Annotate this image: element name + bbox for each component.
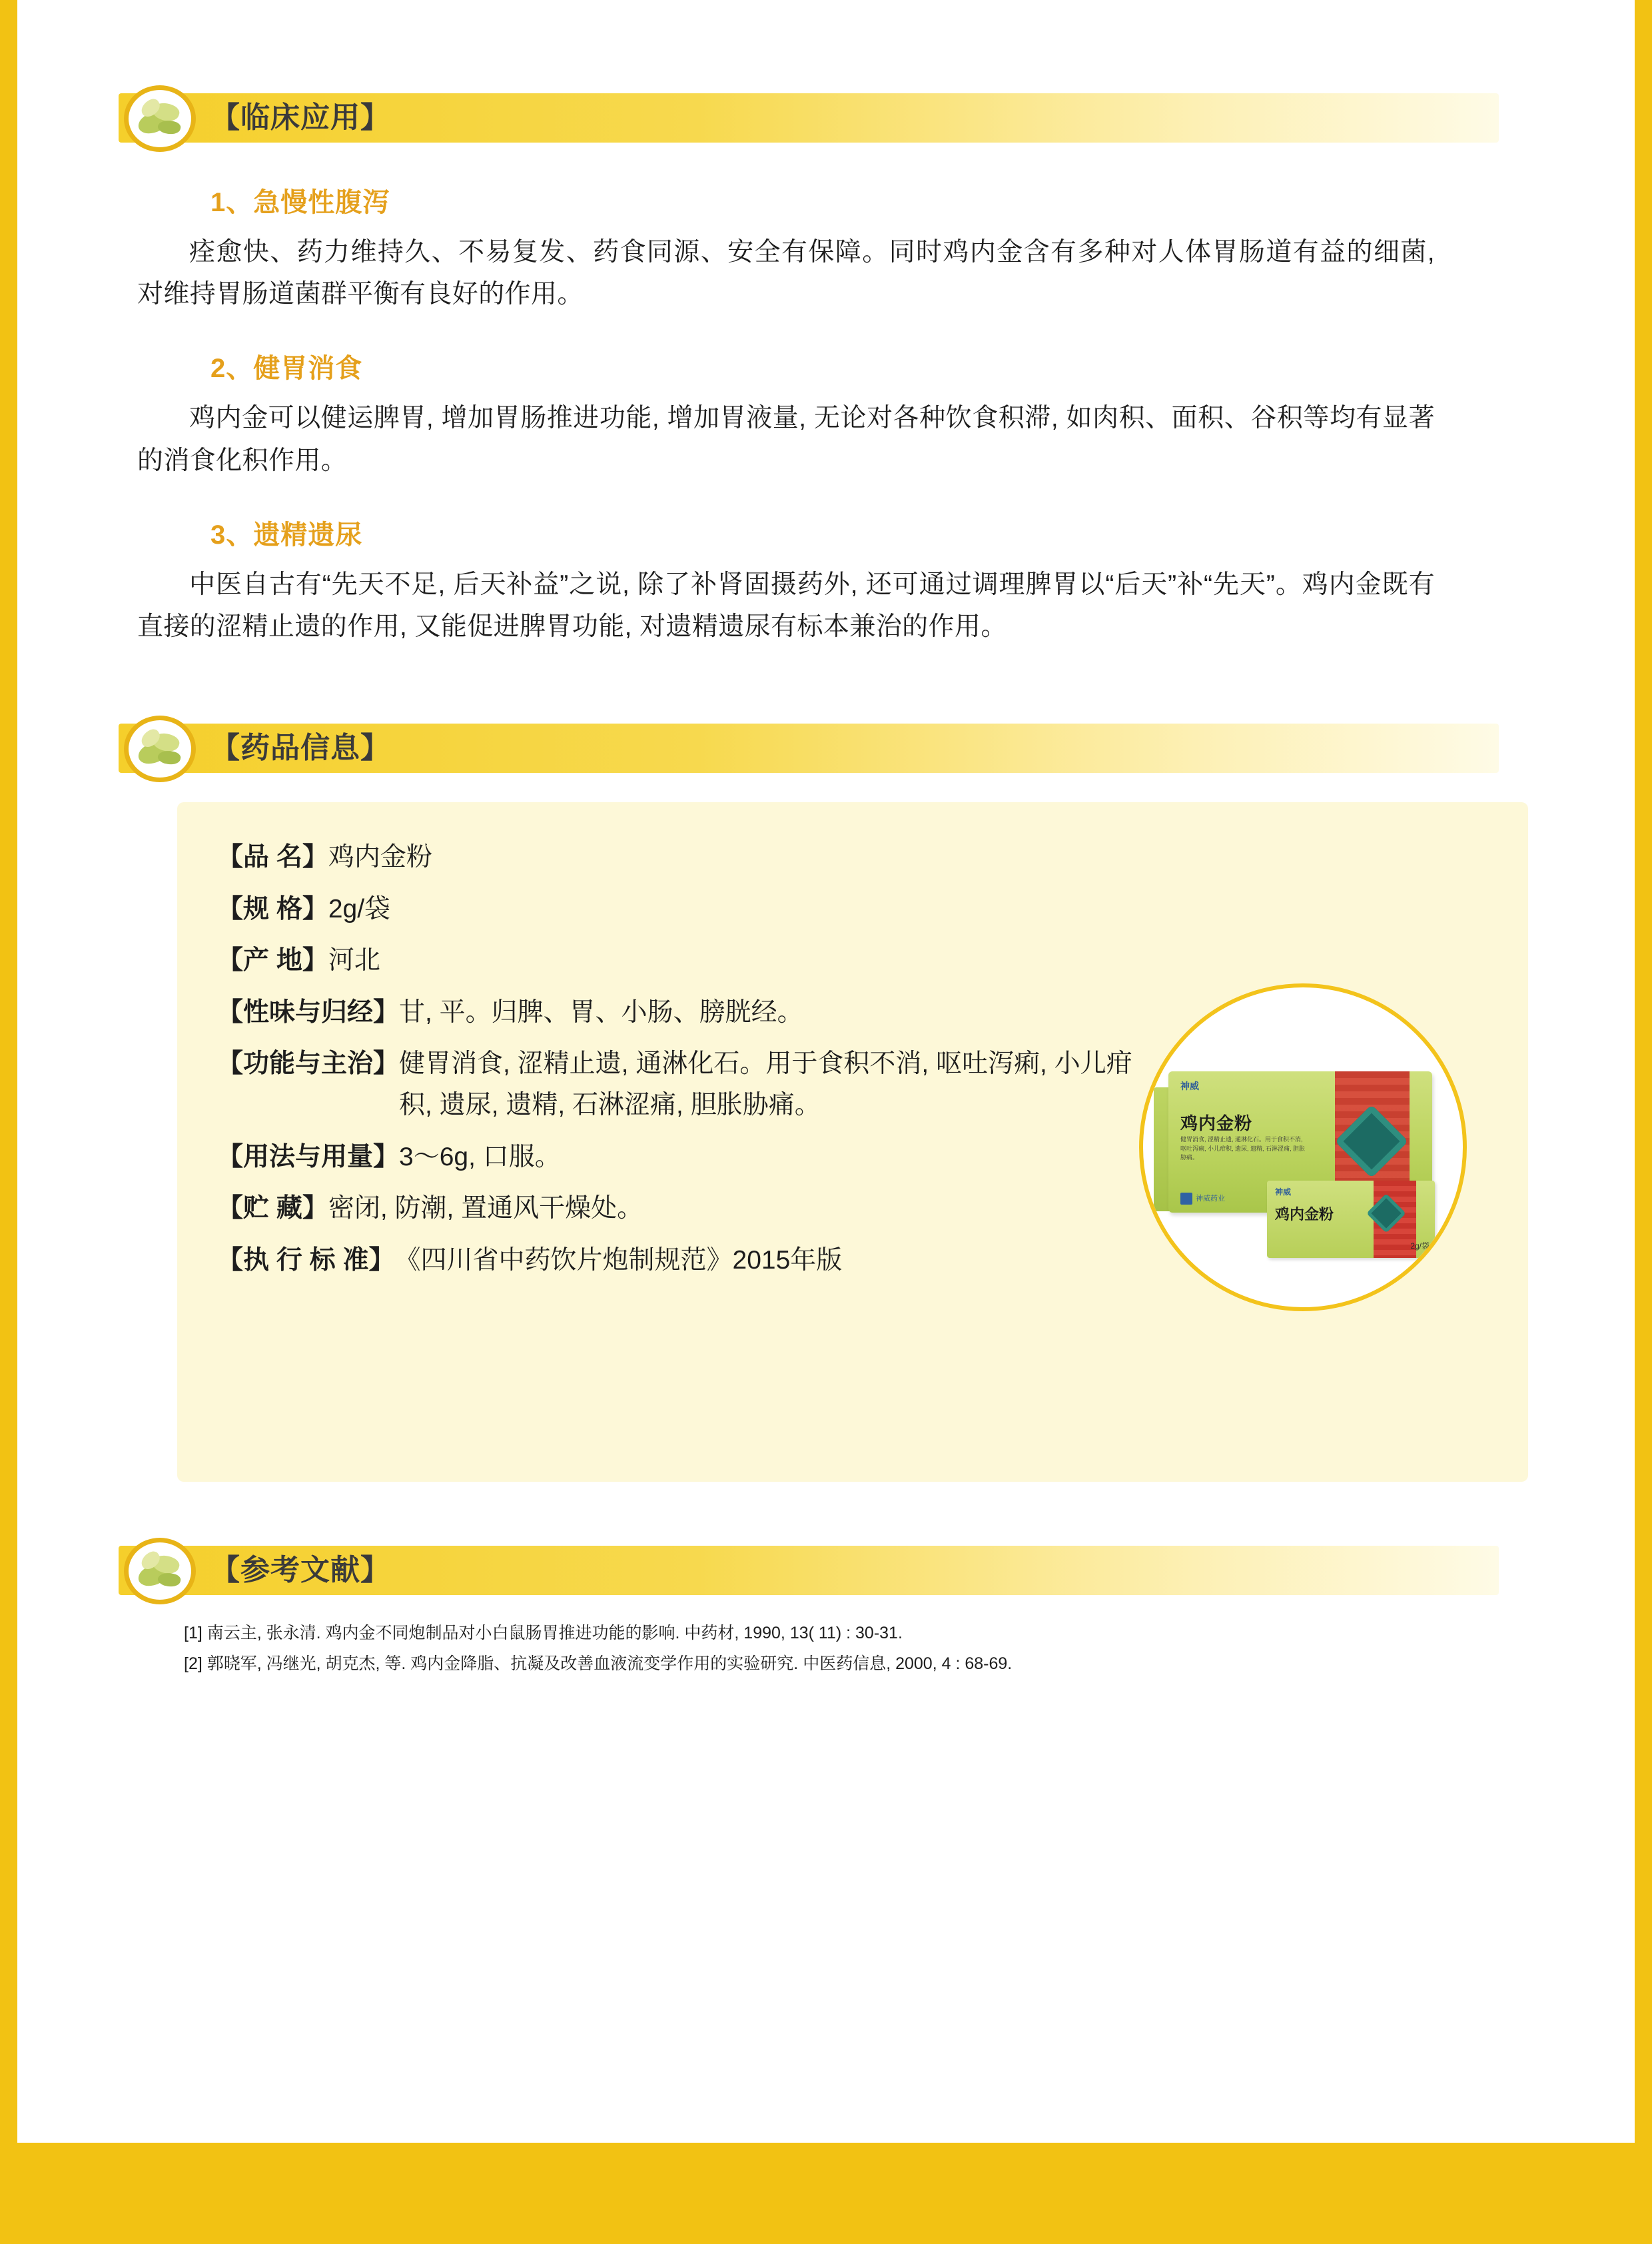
clinical-subtitle-2: 2、健胃消食: [210, 354, 363, 384]
clinical-body: [17, 181, 1635, 648]
reference-list: [184, 1619, 1501, 1679]
info-label: 【执 行 标 准】: [217, 1245, 395, 1275]
reference-item: [1] 南云主, 张永清. 鸡内金不同炮制品对小白鼠肠胃推进功能的影响. 中药材, 1990, 13( 11) : 30-31.: [184, 1624, 903, 1643]
clinical-paragraph-2: 鸡内金可以健运脾胃, 增加胃肠推进功能, 增加胃液量, 无论对各种饮食积滞, 如肉积、面积、谷积等均有显著的消食化积作用。: [137, 404, 1435, 475]
herb-leaf-icon: [124, 1538, 196, 1604]
info-label: 【品 名】: [217, 843, 328, 872]
box-logo: [1180, 1193, 1225, 1205]
info-label: 【性味与归经】: [217, 997, 400, 1027]
box-brand-label: 神威: [1180, 1081, 1199, 1092]
drug-info-card: [177, 802, 1528, 1482]
box-logo-text: 神威药业: [1196, 1194, 1225, 1203]
section-title-drug-info: 【药品信息】: [210, 732, 390, 765]
info-value: 2g/袋: [328, 894, 391, 923]
section-title-references: 【参考文献】: [210, 1554, 390, 1587]
info-value: 健胃消食, 涩精止遗, 通淋化石。用于食积不消, 呕吐泻痢, 小儿疳积, 遗尿, 遗精, 石淋涩痛, 胆胀胁痛。: [399, 1049, 1132, 1120]
info-label: 【产 地】: [217, 946, 328, 975]
info-label: 【贮 藏】: [217, 1194, 328, 1223]
left-edge-bar: [0, 0, 17, 2244]
clinical-subtitle-1: 1、急慢性腹泻: [210, 188, 390, 217]
clinical-paragraph-1: 痊愈快、药力维持久、不易复发、药食同源、安全有保障。同时鸡内金含有多种对人体胃肠道有益的细菌, 对维持胃肠道菌群平衡有良好的作用。: [137, 238, 1435, 309]
info-value: 密闭, 防潮, 置通风干燥处。: [328, 1194, 643, 1223]
info-label: 【功能与主治】: [217, 1049, 400, 1079]
info-label: 【规 格】: [217, 894, 328, 923]
reference-item: [2] 郭晓军, 冯继光, 胡克杰, 等. 鸡内金降脂、抗凝及改善血液流变学作用的实验研究. 中医药信息, 2000, 4 : 68-69.: [184, 1654, 1013, 1673]
info-row: [217, 889, 1488, 930]
product-sachet: [1267, 1181, 1435, 1258]
info-label: 【用法与用量】: [217, 1142, 400, 1171]
section-header-clinical: [17, 93, 1635, 149]
clinical-paragraph-3: 中医自古有“先天不足, 后天补益”之说, 除了补肾固摄药外, 还可通过调理脾胃以“后天”补“先天”。鸡内金既有直接的涩精止遗的作用, 又能促进脾胃功能, 对遗精遗尿有标本兼治的作用。: [137, 570, 1435, 641]
box-product-name: 鸡内金粉: [1180, 1113, 1253, 1134]
brand-mark-icon: [1180, 1193, 1192, 1205]
info-row: [217, 837, 1488, 878]
info-value: 《四川省中药饮片炮制规范》2015年版: [394, 1245, 843, 1275]
sachet-product-name: 鸡内金粉: [1275, 1206, 1334, 1223]
info-row: [217, 940, 1488, 981]
box-tag-text: 健胃消食, 涩精止遗, 通淋化石。用于食积不消, 呕吐泻痢, 小儿疳积, 遗尿, 遗精, 石淋涩痛, 胆胀胁痛。: [1180, 1136, 1306, 1161]
info-value: 鸡内金粉: [328, 843, 432, 872]
herb-leaf-icon: [124, 85, 196, 152]
section-title-clinical: 【临床应用】: [210, 101, 390, 134]
section-header-references: [17, 1546, 1635, 1602]
page-content: [17, 0, 1635, 1680]
sachet-spec-label: 2g/袋: [1410, 1241, 1430, 1251]
info-value: 河北: [328, 946, 380, 975]
section-header-drug-info: [17, 724, 1635, 780]
right-edge-bar: [1635, 0, 1652, 2244]
footer-bar: [0, 2143, 1652, 2244]
info-value: 甘, 平。归脾、胃、小肠、膀胱经。: [399, 997, 803, 1027]
clinical-subtitle-3: 3、遗精遗尿: [210, 520, 363, 550]
sachet-brand-label: 神威: [1275, 1187, 1292, 1197]
info-value: 3～6g, 口服。: [399, 1142, 561, 1171]
product-photo: [1139, 983, 1467, 1311]
herb-leaf-icon: [124, 716, 196, 782]
